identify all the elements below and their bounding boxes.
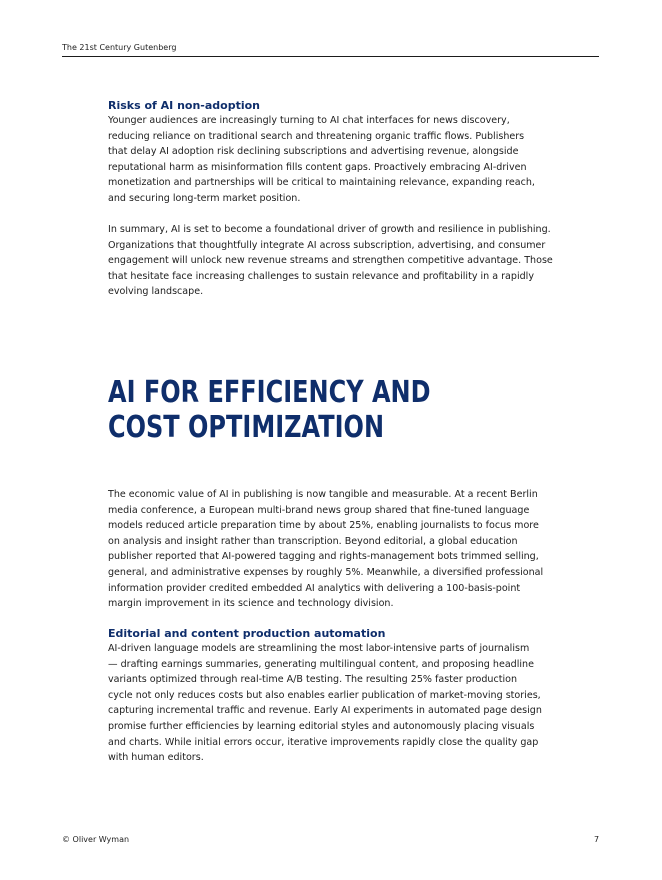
header-divider bbox=[62, 56, 599, 57]
risks-section bbox=[108, 98, 558, 207]
paragraph-line: variants optimized through real-time A/B testing. The resulting 25% faster production bbox=[108, 674, 518, 686]
footer-copyright: © Oliver Wyman bbox=[62, 835, 130, 844]
paragraph-line: information provider credited embedded AI analytics with delivering a 100-basis-point bbox=[108, 582, 521, 594]
paragraph-line: cycle not only reduces costs but also enables earlier publication of market-moving stories, bbox=[108, 689, 541, 701]
paragraph-line: media conference, a European multi-brand news group shared that fine-tuned language bbox=[108, 504, 530, 516]
paragraph-line: Younger audiences are increasingly turning to AI chat interfaces for news discovery, bbox=[108, 115, 510, 126]
paragraph-line: models reduced article preparation time by about 25%, enabling journalists to focus more bbox=[108, 520, 539, 532]
paragraph-line: margin improvement in its science and technology division. bbox=[108, 598, 394, 610]
paragraph-line: and charts. While initial errors occur, iterative improvements rapidly close the quality gap bbox=[108, 736, 539, 748]
section-title-line: AI FOR EFFICIENCY AND bbox=[108, 375, 431, 410]
paragraph-line: engagement will unlock new revenue streams and strengthen competitive advantage. Those bbox=[108, 255, 553, 267]
paragraph-line: reducing reliance on traditional search and threatening organic traffic flows. Publishers bbox=[108, 130, 525, 142]
footer-page-number: 7 bbox=[594, 835, 600, 844]
intro-section bbox=[108, 487, 558, 612]
paragraph-line: In summary, AI is set to become a foundational driver of growth and resilience in publishing. bbox=[108, 224, 551, 235]
paragraph-line: monetization and partnerships will be critical to maintaining relevance, expanding reach, bbox=[108, 177, 535, 189]
paragraph-line: and securing long-term market position. bbox=[108, 192, 301, 204]
editorial-heading: Editorial and content production automation bbox=[108, 627, 386, 640]
paragraph-line: that hesitate face increasing challenges to sustain relevance and profitability in a rapidly bbox=[108, 270, 534, 282]
paragraph-line: general, and administrative expenses by roughly 5%. Meanwhile, a diversified professional bbox=[108, 566, 544, 578]
paragraph-line: on analysis and insight rather than transcription. Beyond editorial, a global education bbox=[108, 535, 518, 547]
paragraph-line: with human editors. bbox=[108, 752, 204, 764]
paragraph-line: capturing incremental traffic and revenue. Early AI experiments in automated page design bbox=[108, 705, 542, 717]
paragraph-line: reputational harm as misinformation fills content gaps. Proactively embracing AI-driven bbox=[108, 161, 527, 173]
running-header-title: The 21st Century Gutenberg bbox=[62, 43, 177, 52]
section-title bbox=[108, 375, 431, 445]
risks-paragraph bbox=[108, 113, 558, 207]
paragraph-line: Organizations that thoughtfully integrate AI across subscription, advertising, and consumer bbox=[108, 239, 546, 251]
paragraph-line: evolving landscape. bbox=[108, 286, 204, 298]
paragraph-line: — drafting earnings summaries, generating multilingual content, and proposing headline bbox=[108, 658, 534, 670]
intro-paragraph bbox=[108, 487, 558, 612]
paragraph-line: that delay AI adoption risk declining subscriptions and advertising revenue, alongside bbox=[108, 146, 519, 158]
paragraph-line: promise further efficiencies by learning editorial styles and autonomously placing visuals bbox=[108, 720, 535, 732]
editorial-paragraph bbox=[108, 641, 558, 766]
section-title-line: COST OPTIMIZATION bbox=[108, 410, 385, 445]
summary-section bbox=[108, 222, 558, 300]
paragraph-line: publisher reported that AI-powered tagging and rights-management bots trimmed selling, bbox=[108, 551, 539, 563]
summary-paragraph bbox=[108, 222, 558, 300]
paragraph-line: The economic value of AI in publishing is now tangible and measurable. At a recent Berlin bbox=[108, 489, 538, 500]
risks-heading: Risks of AI non-adoption bbox=[108, 99, 261, 112]
paragraph-line: AI-driven language models are streamlining the most labor-intensive parts of journalism bbox=[108, 643, 530, 654]
editorial-section bbox=[108, 626, 558, 766]
